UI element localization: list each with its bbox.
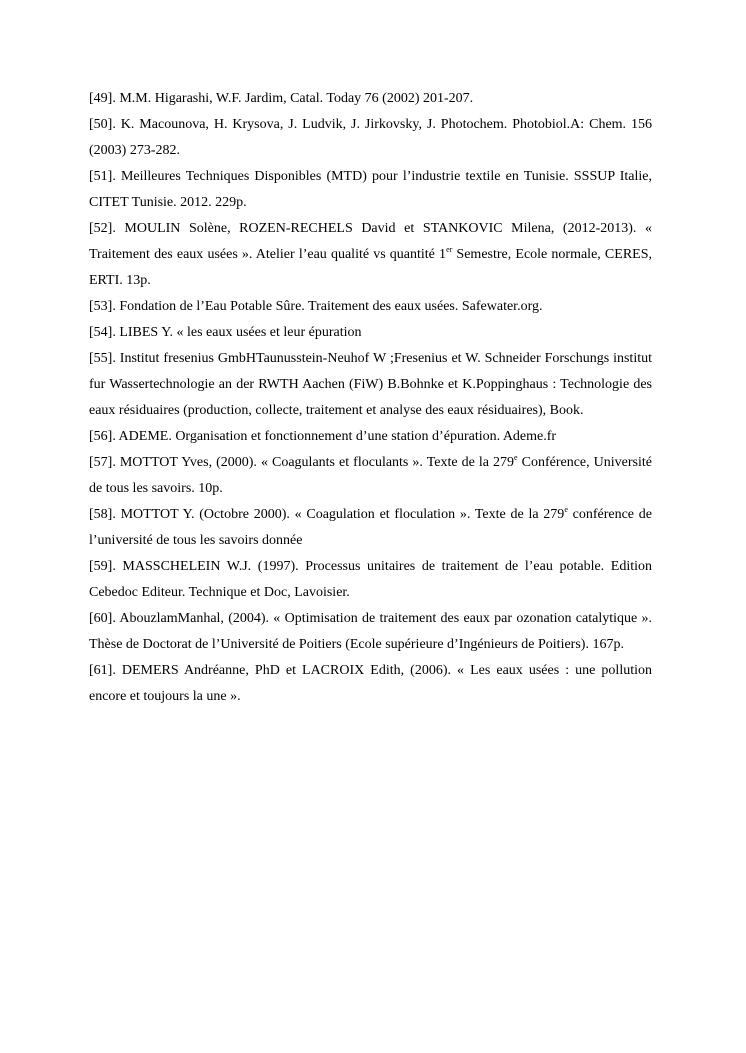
reference-57 [89, 450, 652, 502]
reference-list [89, 86, 652, 710]
reference-60: [60]. AbouzlamManhal, (2004). « Optimisation de traitement des eaux par ozonation catalytique ». Thèse de Doctorat de l’Université de Poitiers (Ecole supérieure d’Ingénieurs de Poitiers). 167p. [89, 611, 652, 652]
reference-57-text: [57]. MOTTOT Yves, (2000). « Coagulants et floculants ». Texte de la 279 [89, 455, 515, 470]
reference-53: [53]. Fondation de l’Eau Potable Sûre. Traitement des eaux usées. Safewater.org. [89, 299, 543, 314]
reference-52-superscript: er [446, 245, 453, 254]
reference-57-superscript: e [514, 453, 518, 462]
reference-52 [89, 216, 652, 294]
reference-52-text: [52]. MOULIN Solène, ROZEN-RECHELS David et STANKOVIC Milena, (2012-2013). « Traitement des eaux usées ». Atelier l’eau qualité vs quantité 1 [89, 221, 652, 262]
reference-58 [89, 502, 652, 554]
reference-59: [59]. MASSCHELEIN W.J. (1997). Processus unitaires de traitement de l’eau potable. Edition Cebedoc Editeur. Technique et Doc, Lavoisier. [89, 559, 652, 600]
reference-52-text-end: Semestre, Ecole normale, CERES, ERTI. 13p. [89, 247, 653, 288]
reference-49: [49]. M.M. Higarashi, W.F. Jardim, Catal. Today 76 (2002) 201-207. [89, 91, 474, 106]
reference-56: [56]. ADEME. Organisation et fonctionnement d’une station d’épuration. Ademe.fr [89, 429, 557, 444]
reference-50: [50]. K. Macounova, H. Krysova, J. Ludvik, J. Jirkovsky, J. Photochem. Photobiol.A: Chem. 156 (2003) 273-282. [89, 117, 652, 158]
reference-61: [61]. DEMERS Andréanne, PhD et LACROIX Edith, (2006). « Les eaux usées : une pollution encore et toujours la une ». [89, 663, 652, 704]
reference-58-superscript: e [564, 505, 568, 514]
reference-58-text-end: conférence de l’université de tous les savoirs donnée [89, 507, 652, 548]
reference-51: [51]. Meilleures Techniques Disponibles (MTD) pour l’industrie textile en Tunisie. SSSUP Italie, CITET Tunisie. 2012. 229p. [89, 169, 652, 210]
reference-57-text-end: Conférence, Université de tous les savoirs. 10p. [89, 455, 653, 496]
reference-55: [55]. Institut fresenius GmbHTaunusstein-Neuhof W ;Fresenius et W. Schneider Forschungs institut fur Wassertechnologie an der RWTH Aachen (FiW) B.Bohnke et K.Poppinghaus : Technologie des eaux résiduaires (production, collecte, traitement et analyse des eaux résiduaires), Book. [89, 351, 652, 418]
reference-54: [54]. LIBES Y. « les eaux usées et leur épuration [89, 325, 362, 340]
reference-58-text: [58]. MOTTOT Y. (Octobre 2000). « Coagulation et floculation ». Texte de la 279 [89, 507, 565, 522]
